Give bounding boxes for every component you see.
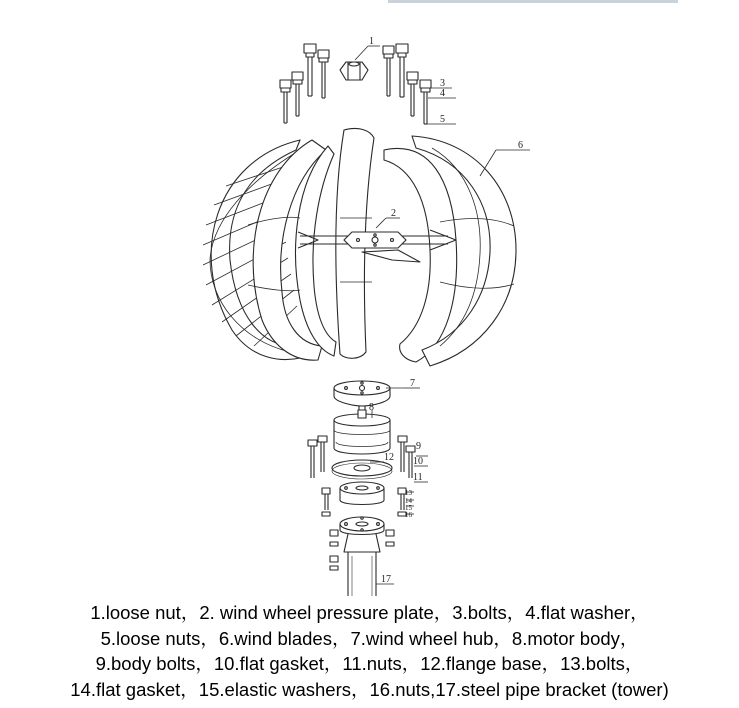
callout-3: 3	[440, 78, 445, 89]
callout-10: 10	[413, 456, 423, 467]
callout-4: 4	[440, 88, 445, 99]
callout-9: 9	[416, 441, 421, 452]
top-bolt-right-4	[420, 80, 431, 124]
top-bolt-left-1	[304, 44, 316, 96]
wind-wheel-assembly	[203, 128, 516, 366]
top-bolt-left-3	[292, 72, 303, 116]
legend-line-2: 5.loose nuts，6.wind blades，7.wind wheel hub，8.motor body，	[100, 627, 639, 649]
callout-14: 14	[405, 497, 412, 505]
loose-nut-part-1	[340, 62, 368, 80]
top-bolts-group	[280, 44, 431, 124]
top-bolt-left-2	[318, 50, 329, 98]
callout-1: 1	[369, 36, 374, 47]
legend-line-1: 1.loose nut，2. wind wheel pressure plate，3.bolts，4.flat washer，	[90, 602, 649, 623]
legend-line-4: 14.flat gasket，15.elastic washers，16.nuts,17.steel pipe bracket (tower)	[70, 678, 669, 700]
top-bolt-right-3	[407, 72, 418, 116]
motor-body-part-8	[334, 410, 390, 454]
top-bolt-left-4	[280, 80, 291, 123]
callout-7: 7	[410, 378, 415, 389]
callout-6: 6	[518, 140, 523, 151]
callout-8: 8	[369, 402, 374, 413]
wind-wheel-hub-part-7	[334, 381, 390, 406]
legend-line-3: 9.body bolts，10.flat gasket，11.nuts，12.flange base，13.bolts，	[95, 653, 644, 674]
top-bolt-right-2	[396, 44, 408, 97]
parts-legend	[0, 600, 739, 702]
callout-16: 16	[405, 511, 412, 519]
callout-12: 12	[384, 452, 394, 463]
callout-5: 5	[440, 114, 445, 125]
flat-gasket-part-10	[332, 460, 392, 479]
callout-2: 2	[391, 208, 396, 219]
callout-13: 13	[405, 489, 412, 497]
callout-15: 15	[405, 504, 412, 512]
flange-base-part-12	[340, 482, 384, 505]
callout-17: 17	[381, 574, 391, 585]
top-bolt-right-1	[383, 46, 394, 96]
callout-11: 11	[413, 472, 423, 483]
